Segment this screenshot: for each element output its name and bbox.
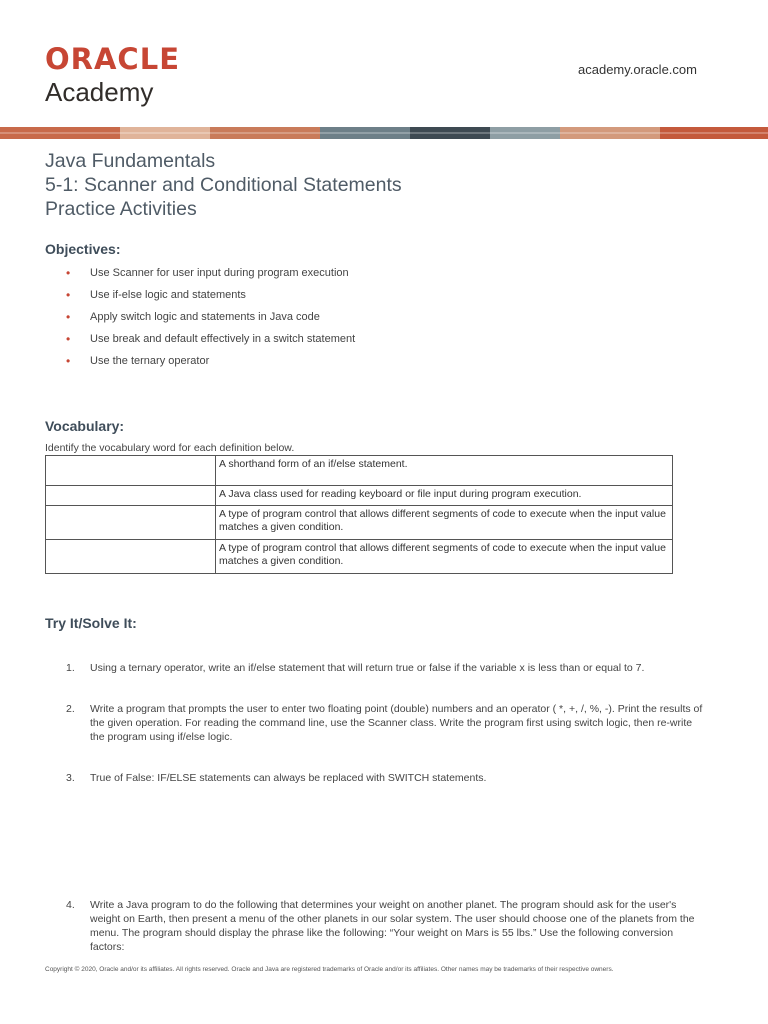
page-title [45,149,402,221]
vocabulary-instruction: Identify the vocabulary word for each definition below. [45,442,295,454]
question-text: Using a ternary operator, write an if/else statement that will return true or false if the variable x is less than or equal to 7. [90,662,645,674]
copyright-footer: Copyright © 2020, Oracle and/or its affiliates. All rights reserved. Oracle and Java are registered trademarks of Oracle and/or its affiliates. Other names may be trademarks of their respective owners. [45,966,614,973]
activity-title: Practice Activities [45,198,197,220]
vocab-term-cell[interactable] [46,506,216,540]
objectives-heading: Objectives: [45,241,121,257]
question-number: 2. [66,703,75,715]
table-row [46,506,673,540]
try-it-heading: Try It/Solve It: [45,615,137,631]
question-text: True of False: IF/ELSE statements can always be replaced with SWITCH statements. [90,772,487,784]
question-item [66,661,706,675]
list-item: • Use break and default effectively in a switch statement [66,332,356,346]
bullet-icon: • [66,332,71,346]
question-number: 4. [66,899,75,911]
bullet-icon: • [66,266,71,280]
vocab-definition-cell: A Java class used for reading keyboard or file input during program execution. [216,486,673,506]
vocab-term-cell[interactable] [46,540,216,574]
list-item: • Apply switch logic and statements in Java code [66,310,320,324]
vocab-term-cell[interactable] [46,486,216,506]
list-item: • Use if-else logic and statements [66,288,246,302]
course-title: Java Fundamentals [45,150,216,172]
bullet-icon: • [66,288,71,302]
logo-sub: Academy [45,77,154,107]
vocabulary-table [45,455,673,574]
logo-brand: ORACLE [45,42,180,76]
vocab-definition-cell: A type of program control that allows different segments of code to execute when the input value matches a given condition. [216,540,673,574]
objectives-list [66,265,355,375]
question-number: 3. [66,772,75,784]
vocab-definition-cell: A type of program control that allows different segments of code to execute when the input value matches a given condition. [216,506,673,540]
table-row [46,486,673,506]
list-item: • Use Scanner for user input during program execution [66,266,349,280]
vocabulary-heading: Vocabulary: [45,418,125,434]
question-item [66,702,706,744]
decorative-banner [0,127,768,139]
question-text: Write a Java program to do the following that determines your weight on another planet. The program should ask for the user's weight on Earth, then present a menu of the other planets in our solar system. The user should choose one of the planets from the menu. The program should display the phrase like the following: “Your weight on Mars is 55 lbs.” Use the following conversion factors: [90,899,695,953]
question-item [66,898,706,954]
vocab-term-cell[interactable] [46,456,216,486]
list-item: • Use the ternary operator [66,354,210,368]
question-item [66,771,706,785]
bullet-icon: • [66,354,71,368]
vocab-definition-cell: A shorthand form of an if/else statement. [216,456,673,486]
oracle-academy-logo [45,44,225,106]
table-row [46,456,673,486]
lesson-title: 5-1: Scanner and Conditional Statements [45,174,402,196]
question-text: Write a program that prompts the user to enter two floating point (double) numbers and an operator ( *, +, /, %, -). Print the results of the given operation. For reading the command line, use the Scanner class. Write the program first using switch logic, then re-write the program using if/else logic. [90,703,703,743]
table-row [46,540,673,574]
bullet-icon: • [66,310,71,324]
site-url: academy.oracle.com [578,62,697,77]
question-number: 1. [66,662,75,674]
